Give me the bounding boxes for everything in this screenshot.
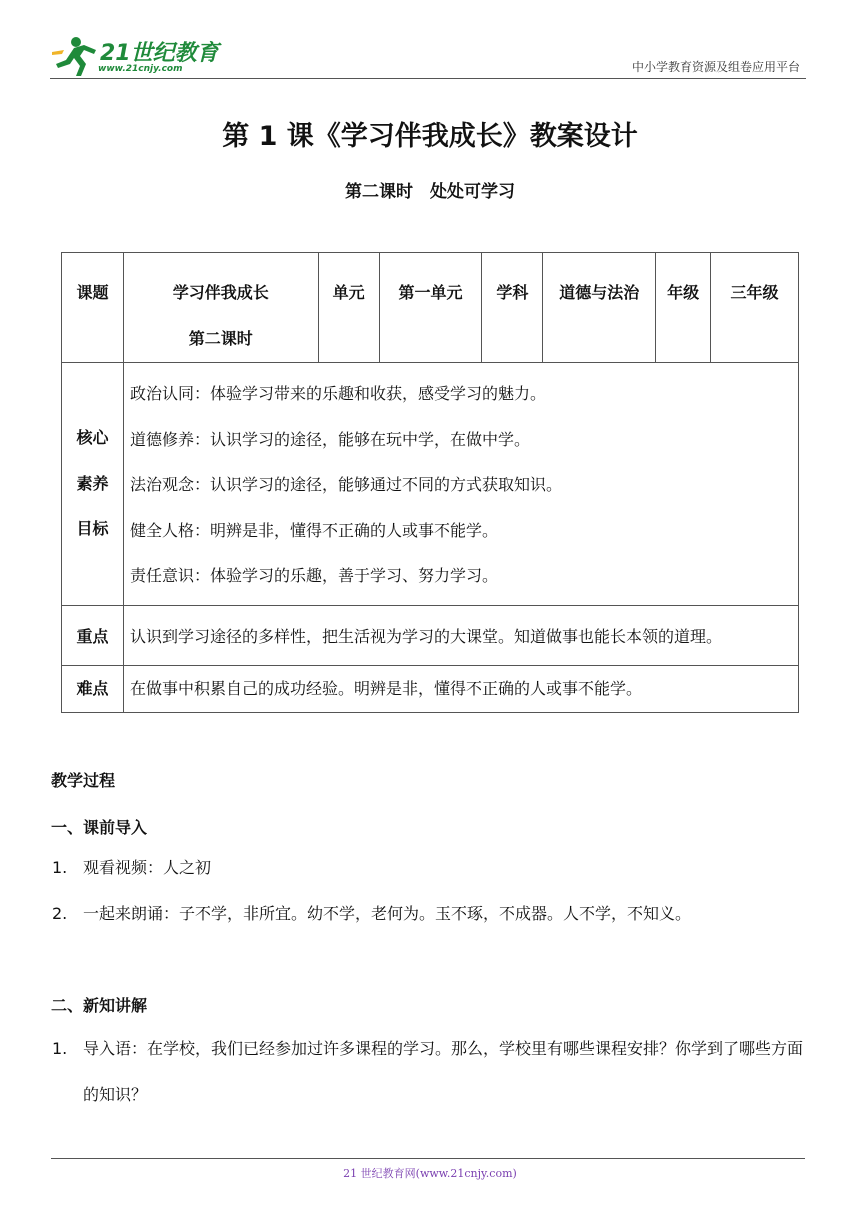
difficulty-text: 在做事中积累自己的成功经验。明辨是非，懂得不正确的人或事不能学。 bbox=[129, 679, 642, 698]
core-item: 道德修养：认识学习的途径，能够在玩中学，在做中学。 bbox=[129, 429, 530, 449]
document-title: 第 1 课《学习伴我成长》教案设计 bbox=[222, 121, 638, 152]
table-row bbox=[62, 253, 799, 363]
core-item: 法治观念：认识学习的途径，能够通过不同的方式获取知识。 bbox=[129, 475, 562, 494]
table-row bbox=[62, 666, 799, 713]
lesson-info-table bbox=[61, 252, 799, 713]
logo-url: www.21cnjy.com bbox=[98, 64, 183, 74]
topic-line2: 第二课时 bbox=[188, 329, 253, 348]
core-item: 健全人格：明辨是非，懂得不正确的人或事不能学。 bbox=[129, 520, 498, 540]
core-item: 政治认同：体验学习带来的乐趣和收获，感受学习的魅力。 bbox=[129, 384, 546, 403]
site-logo bbox=[50, 34, 220, 78]
list-item bbox=[52, 891, 812, 937]
grade-label: 年级 bbox=[667, 283, 700, 302]
runner-logo-icon bbox=[50, 34, 100, 78]
document-subtitle: 第二课时 处处可学习 bbox=[345, 182, 515, 202]
section-heading: 二、新知讲解 bbox=[51, 996, 148, 1015]
core-item: 责任意识：体验学习的乐趣，善于学习、努力学习。 bbox=[129, 566, 498, 585]
list-number: 2. bbox=[52, 904, 68, 923]
list-text: 一起来朗诵：子不学，非所宜。幼不学，老何为。玉不琢，不成器。人不学，不知义。 bbox=[83, 904, 692, 923]
key-text: 认识到学习途径的多样性，把生活视为学习的大课堂。知道做事也能长本领的道理。 bbox=[129, 626, 722, 646]
unit-value: 第一单元 bbox=[398, 283, 463, 302]
list-text: 观看视频：人之初 bbox=[83, 858, 212, 877]
core-label-2: 素养 bbox=[76, 473, 109, 493]
table-row bbox=[62, 363, 799, 606]
logo-text: 21世纪教育 bbox=[100, 41, 219, 66]
table-row bbox=[62, 605, 799, 666]
topic-label: 课题 bbox=[76, 283, 109, 302]
list-number: 1. bbox=[52, 1039, 68, 1058]
list-text: 导入语：在学校，我们已经参加过许多课程的学习。那么，学校里有哪些课程安排？你学到了哪些方面的知识？ bbox=[83, 1039, 804, 1104]
section-heading: 一、课前导入 bbox=[51, 818, 148, 837]
process-heading: 教学过程 bbox=[51, 771, 116, 790]
key-label: 重点 bbox=[76, 626, 109, 646]
list-item bbox=[52, 845, 812, 891]
grade-value: 三年级 bbox=[730, 283, 779, 302]
footer-text: 21 世纪教育网(www.21cnjy.com) bbox=[343, 1167, 517, 1180]
subject-label: 学科 bbox=[496, 283, 529, 302]
subject-value: 道德与法治 bbox=[559, 283, 640, 302]
platform-name: 中小学教育资源及组卷应用平台 bbox=[631, 60, 800, 74]
footer-divider bbox=[51, 1158, 805, 1159]
list-number: 1. bbox=[52, 858, 68, 877]
unit-label: 单元 bbox=[332, 283, 365, 302]
core-label-3: 目标 bbox=[76, 519, 109, 538]
topic-line1: 学习伴我成长 bbox=[172, 283, 269, 302]
list-item bbox=[52, 1026, 812, 1104]
header-divider bbox=[50, 78, 806, 79]
difficulty-label: 难点 bbox=[76, 679, 109, 698]
page-header bbox=[50, 30, 806, 82]
core-label-1: 核心 bbox=[76, 428, 109, 447]
